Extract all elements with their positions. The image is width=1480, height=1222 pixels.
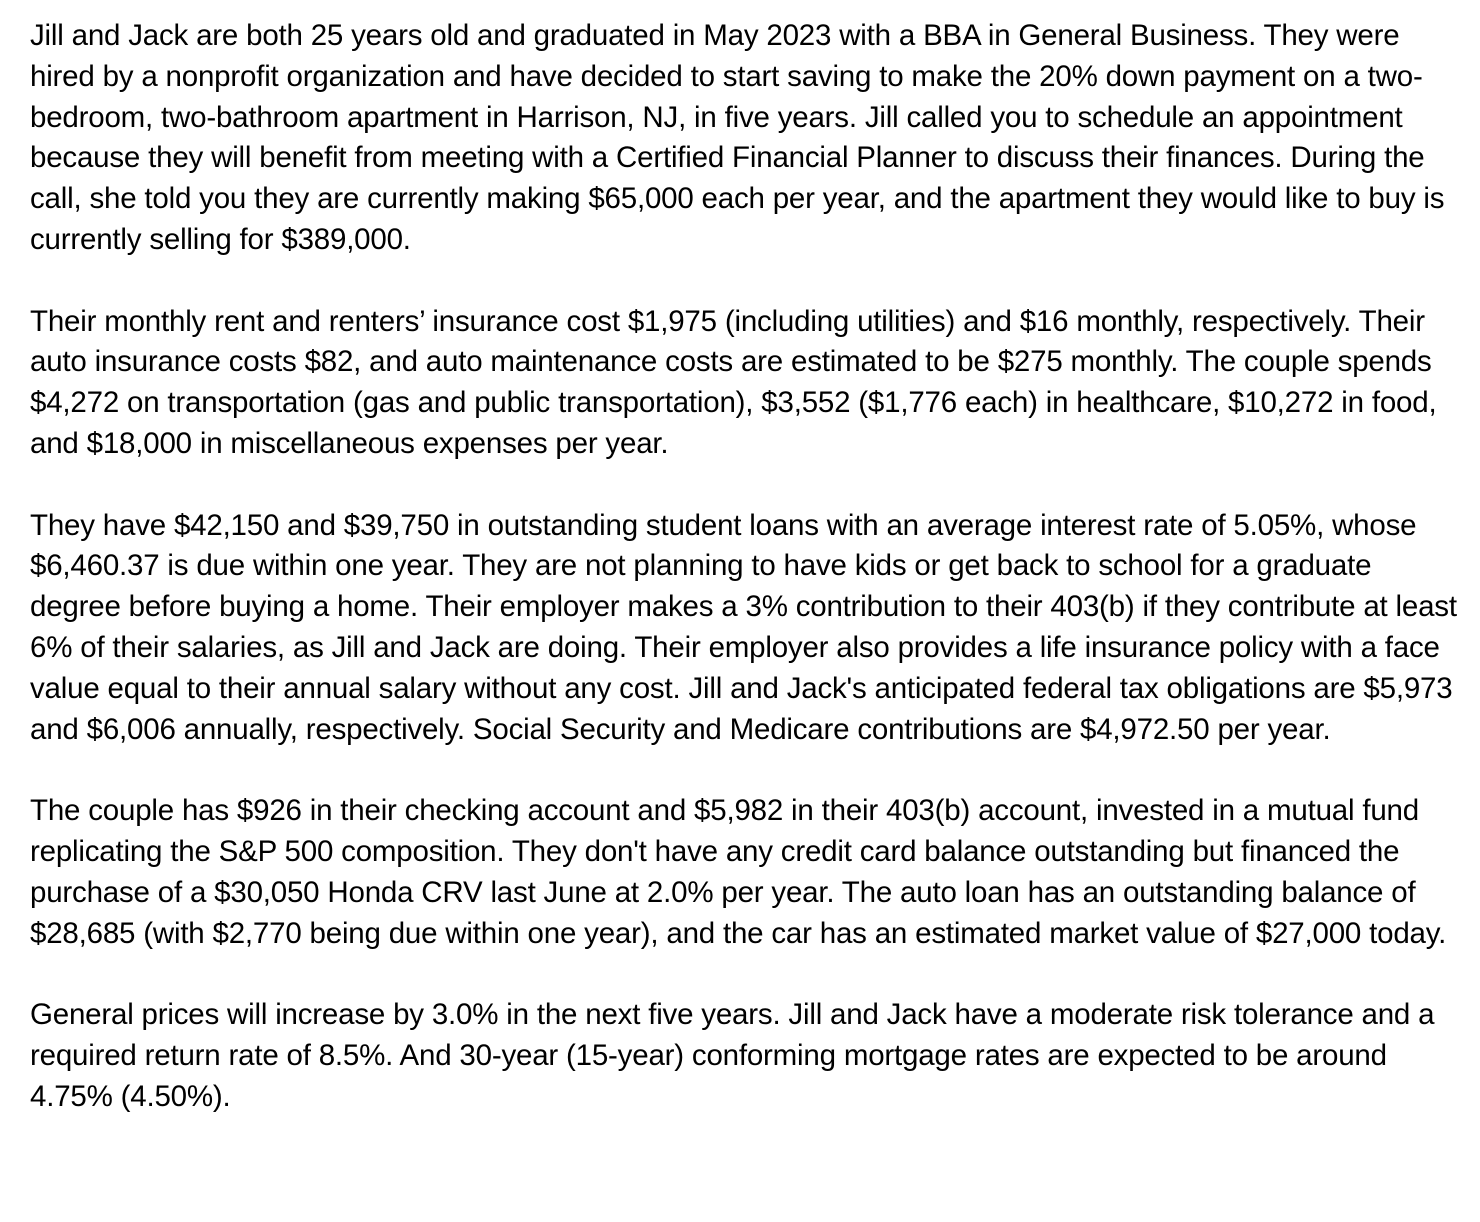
paragraph-expenses: Their monthly rent and renters’ insurance cost $1,975 (including utilities) and $16 monthly, respectively. Their auto insurance costs $82, and auto maintenance costs are estimated to be $275 monthly. The couple spends $4,272 on transportation (gas and public transportation), $3,552 ($1,776 each) in healthcare, $10,272 in food, and $18,000 in miscellaneous expenses per year. (30, 304, 1437, 460)
paragraph-profile: Jill and Jack are both 25 years old and graduated in May 2023 with a BBA in General Business. They were hired by a nonprofit organization and have decided to start saving to make the 20% down payment on a two-bedroom, two-bathroom apartment in Harrison, NJ, in five years. Jill called you to schedule an appointment because they will benefit from meeting with a Certified Financial Planner to discuss their finances. During the call, she told you they are currently making $65,000 each per year, and the apartment they would like to buy is currently selling for $389,000. (30, 19, 1445, 256)
paragraph-market-assumptions: General prices will increase by 3.0% in the next five years. Jill and Jack have a moderate risk tolerance and a required return rate of 8.5%. And 30-year (15-year) conforming mortgage rates are expected to be around 4.75% (4.50%). (30, 998, 1435, 1113)
paragraph-loans-benefits: They have $42,150 and $39,750 in outstanding student loans with an average interest rate of 5.05%, whose $6,460.37 is due within one year. They are not planning to have kids or get back to school for a graduate degree before buying a home. Their employer makes a 3% contribution to their 403(b) if they contribute at least 6% of their salaries, as Jill and Jack are doing. Their employer also provides a life insurance policy with a face value equal to their annual salary without any cost. Jill and Jack's anticipated federal tax obligations are $5,973 and $6,006 annually, respectively. Social Security and Medicare contributions are $4,972.50 per year. (30, 508, 1457, 746)
document-body (30, 16, 1460, 1118)
paragraph-assets-auto-loan: The couple has $926 in their checking account and $5,982 in their 403(b) account, invested in a mutual fund replicating the S&P 500 composition. They don't have any credit card balance outstanding but financed the purchase of a $30,050 Honda CRV last June at 2.0% per year. The auto loan has an outstanding balance of $28,685 (with $2,770 being due within one year), and the car has an estimated market value of $27,000 today. (30, 794, 1447, 950)
